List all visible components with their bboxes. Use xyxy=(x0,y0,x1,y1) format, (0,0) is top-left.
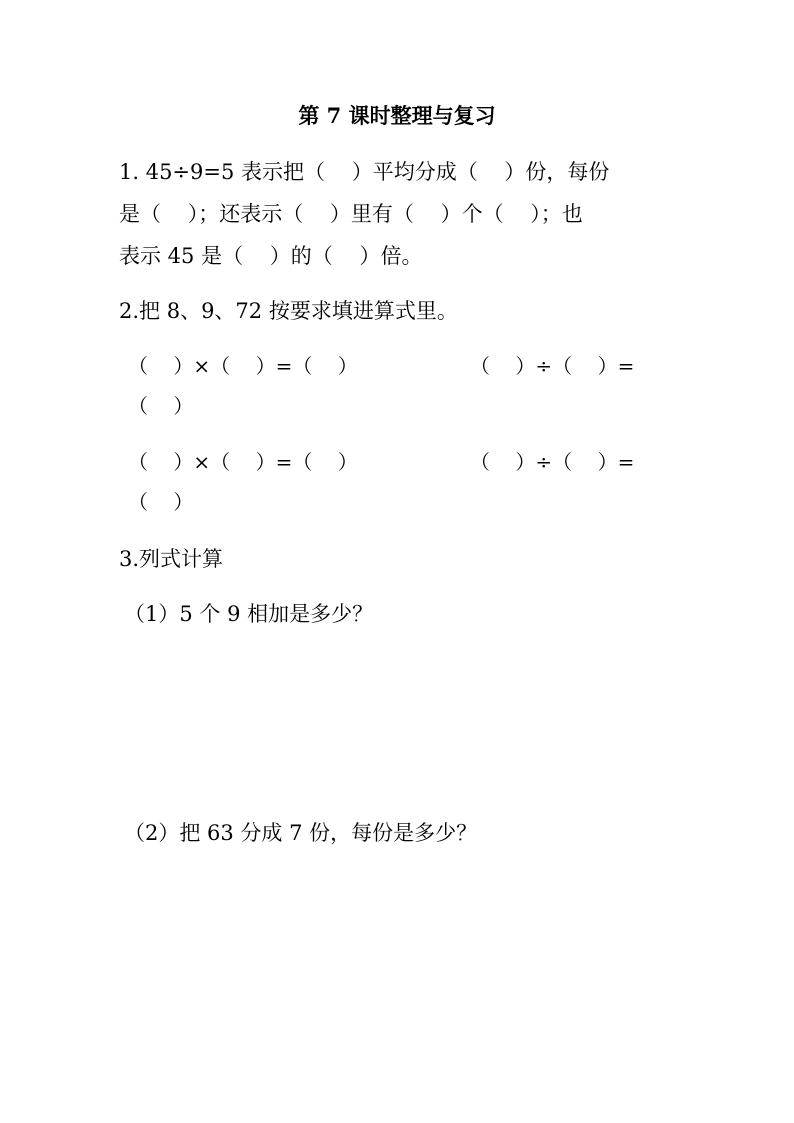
question-2-row-2-division: （ ）÷（ ）= xyxy=(470,450,635,474)
question-2-row-2-multiplication: （ ）×（ ）=（ ） xyxy=(128,450,358,474)
question-1-line-3: 表示 45 是（ ）的（ ）倍。 xyxy=(119,244,423,268)
question-2-prompt: 2.把 8、9、72 按要求填进算式里。 xyxy=(119,299,458,323)
question-2-row-1-multiplication: （ ）×（ ）=（ ） xyxy=(128,354,358,378)
question-3-sub-1: （1）5 个 9 相加是多少？ xyxy=(124,602,374,626)
question-3-prompt: 3.列式计算 xyxy=(119,547,224,571)
question-1-line-2: 是（ ）；还表示（ ）里有（ ）个（ ）；也 xyxy=(119,202,583,226)
question-3-sub-2: （2）把 63 分成 7 份，每份是多少？ xyxy=(124,821,478,845)
question-1-line-1: 1. 45÷9=5 表示把（ ）平均分成（ ）份，每份 xyxy=(119,160,610,184)
question-2-row-1-wrap: （ ） xyxy=(128,394,194,418)
page-title: 第 7 课时整理与复习 xyxy=(298,103,496,128)
question-2-row-2-wrap: （ ） xyxy=(128,490,194,514)
question-2-row-1-division: （ ）÷（ ）= xyxy=(470,354,635,378)
